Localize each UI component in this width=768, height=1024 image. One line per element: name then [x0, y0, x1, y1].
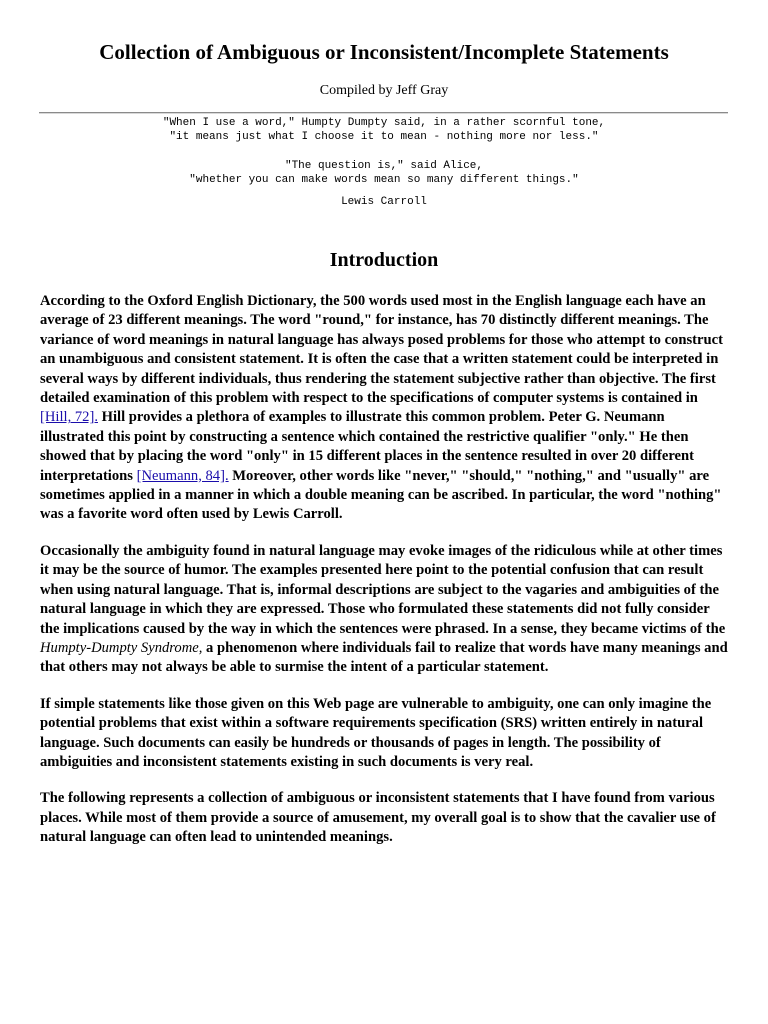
paragraph: If simple statements like those given on this Web page are vulnerable to ambiguity, one can only imagine the potential problems that exist within a software requirements specification (SRS) written entirely in natural language. Such documents can easily be hundreds or thousands of pages in length. The possibility of ambiguities and inconsistent statements existing in such documents is very real.: [40, 695, 712, 770]
epigraph-line: "The question is," said Alice,: [284, 160, 484, 172]
epigraph-line: "When I use a word," Humpty Dumpty said, in a rather scornful tone,: [162, 117, 606, 129]
paragraph-text: Hill provides a plethora of examples to illustrate this common problem. Peter G. Neumann illustrated this point by constructing a sentence which contained the restrictive qualifier "only." He then showed that by placing the word "only" in 15 different places in the sentence resulted in over 20 different interpretations: [40, 409, 694, 484]
epigraph-gap: [0, 144, 768, 160]
citation-link-hill[interactable]: [Hill, 72].: [40, 409, 98, 426]
page-title: Collection of Ambiguous or Inconsistent/Incomplete Statements: [99, 40, 669, 64]
epigraph: [0, 117, 768, 210]
paragraph: [40, 542, 732, 678]
paragraph: The following represents a collection of ambiguous or inconsistent statements that I have found from various places. While most of them provide a source of amusement, my overall goal is to show that the cavalier use of natural language can often lead to unintended meanings.: [40, 790, 716, 846]
paragraph-text: Occasionally the ambiguity found in natural language may evoke images of the ridiculous while at other times it may be the source of humor. The examples presented here point to the potential confusion that can result when using natural language. That is, informal descriptions are subject to the vagaries and ambiguities of the natural language in which they are expressed. Those who formulated these statements did not fully consider the implications caused by the way in which the sentences were phrased. In a sense, they became victims of the: [40, 542, 726, 637]
epigraph-attribution: Lewis Carroll: [341, 196, 427, 208]
section-heading: Introduction: [329, 249, 439, 271]
byline: Compiled by Jeff Gray: [319, 83, 449, 98]
paragraph-text: According to the Oxford English Dictionary, the 500 words used most in the English language each have an average of 23 different meanings. The word "round," for instance, has 70 distinctly different meanings. The variance of word meanings in natural language has always posed problems for those who attempt to construct an unambiguous and consistent statement. It is often the case that a written statement could be interpreted in several ways by different individuals, thus rendering the statement subjective rather than objective. The first detailed examination of this problem with respect to the specifications of computer systems is contained in: [40, 293, 723, 407]
epigraph-line: "whether you can make words mean so many different things.": [189, 173, 579, 186]
citation-link-neumann[interactable]: [Neumann, 84].: [136, 467, 229, 484]
paragraph-text: a phenomenon where individuals fail to realize that words have many meanings and that others may not always be able to surmise the intent of a particular statement.: [40, 639, 728, 676]
emphasis-text: Humpty-Dumpty Syndrome,: [40, 639, 203, 656]
epigraph-line: "it means just what I choose it to mean - nothing more nor less.": [169, 130, 599, 143]
horizontal-rule: [39, 112, 728, 114]
paragraph: [40, 292, 732, 525]
article-body: [40, 292, 732, 865]
paragraph-text: Moreover, other words like "never," "should," "nothing," and "usually" are sometimes applied in a manner in which a double meaning can be ascribed. In particular, the word "nothing" was a favorite word often used by Lewis Carroll.: [40, 467, 722, 523]
